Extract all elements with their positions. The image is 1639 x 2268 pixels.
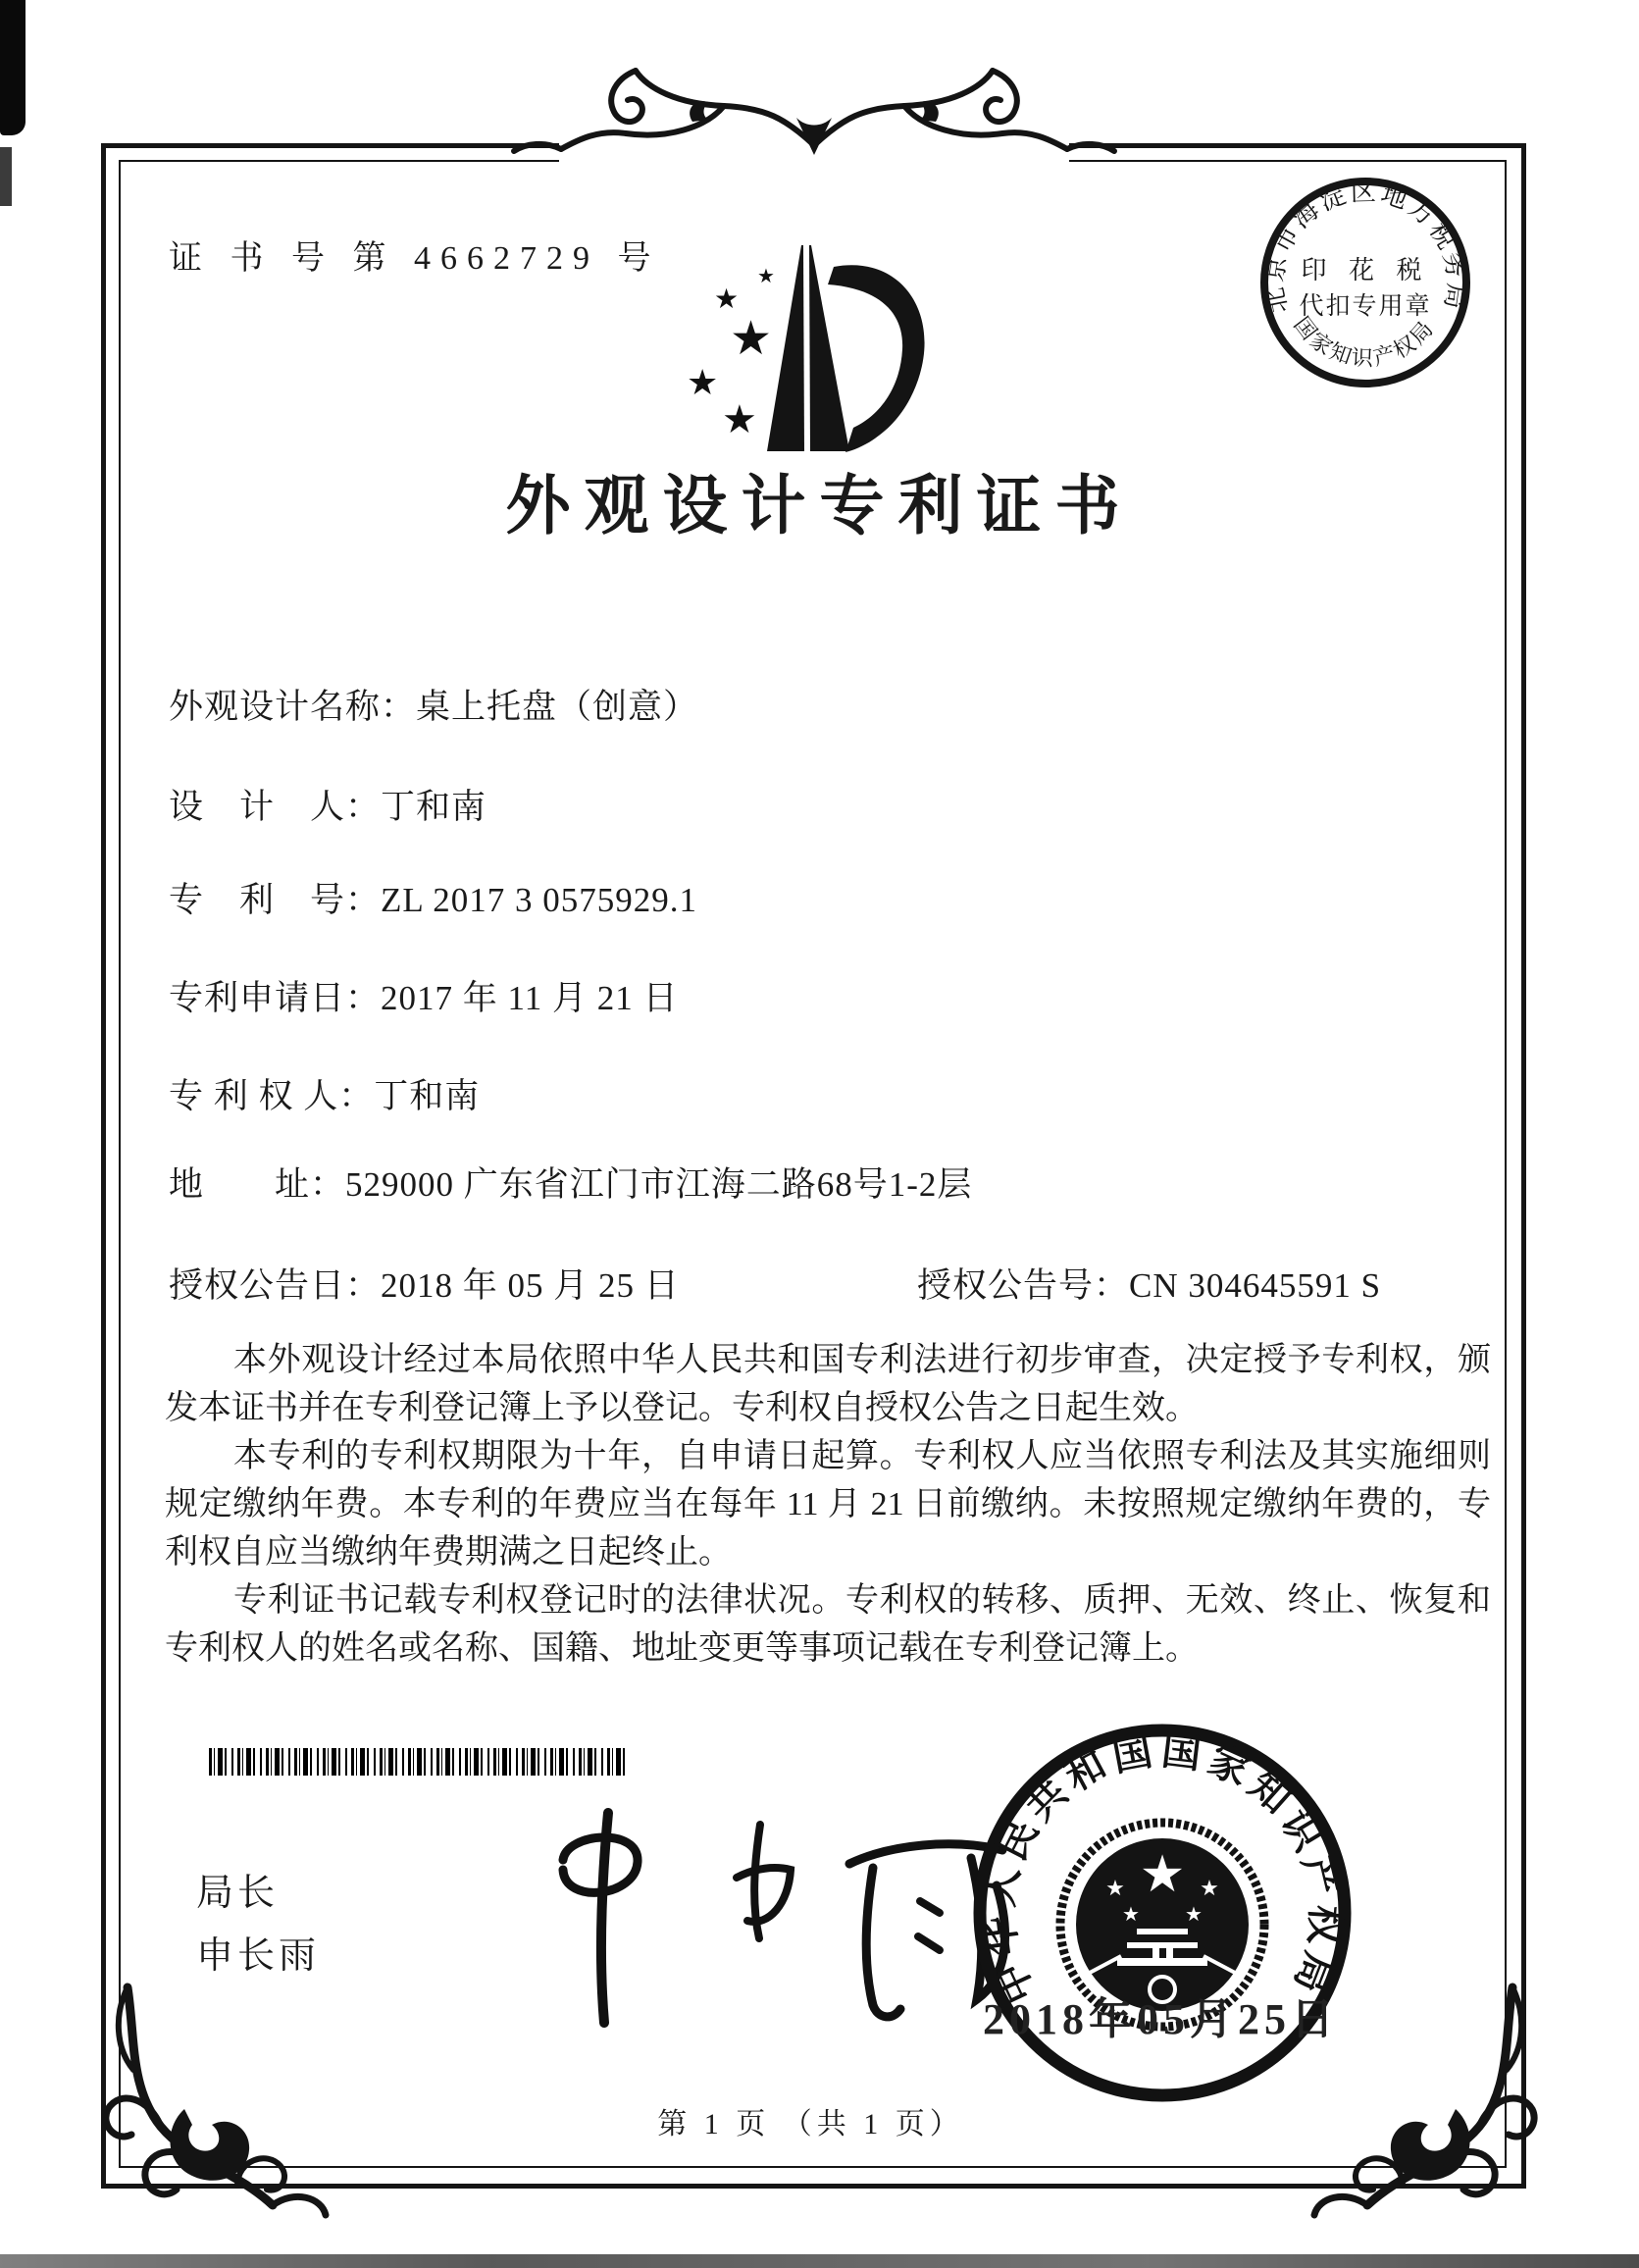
svg-text:国家知识产权局 <box>1289 312 1437 371</box>
director-title: 局长 <box>196 1873 280 1914</box>
body-paragraph: 本专利的专利权期限为十年，自申请日起算。专利权人应当依照专利法及其实施细则规定缴纳年费。本专利的年费应当在每年 11 月 21 日前缴纳。未按照规定缴纳年费的，专利权自应当缴纳年费期满之日起终止。 <box>165 1438 1491 1571</box>
logo-star-icon: ★ <box>730 313 773 365</box>
certificate-number: 证 书 号 第 4662729 号 <box>169 240 661 277</box>
body-paragraph: 专利证书记载专利权登记时的法律状况。专利权的转移、质押、无效、终止、恢复和专利权人的姓名或名称、国籍、地址变更等事项记载在专利登记簿上。 <box>165 1582 1491 1667</box>
field-value: 2017 年 11 月 21 日 <box>381 979 679 1017</box>
sipo-logo-pillar-icon <box>677 235 942 466</box>
top-ornament-icon <box>490 49 1138 177</box>
field-value: CN 304645591 S <box>1129 1266 1382 1305</box>
field-label: 专 利 权 人： <box>169 1077 375 1115</box>
national-ipo-seal-icon <box>966 1717 1358 2109</box>
field-label: 授权公告日： <box>169 1266 382 1305</box>
logo-star-icon: ★ <box>757 266 775 287</box>
body-paragraph: 本外观设计经过本局依照中华人民共和国专利法进行初步审查，决定授予专利权，颁发本证书并在专利登记簿上予以登记。专利权自授权公告之日起生效。 <box>165 1342 1491 1426</box>
tax-stamp-center-line2: 代扣专用章 <box>1299 293 1432 320</box>
field-value: 529000 广东省江门市江海二路68号1-2层 <box>345 1165 973 1204</box>
field-label: 专 利 号： <box>169 881 382 919</box>
logo-star-icon: ★ <box>714 284 740 315</box>
field-label: 授权公告号： <box>917 1266 1130 1305</box>
page-footer: 第 1 页 （共 1 页） <box>657 2108 964 2140</box>
field-row <box>169 780 487 829</box>
seal-ring-text: 中华人民共和国国家知识产权局 <box>977 1727 1348 2010</box>
seal-date: 2018年05月25日 <box>983 1995 1339 2043</box>
field-label: 设 计 人： <box>169 788 382 826</box>
tax-stamp-bottom-text: 国家知识产权局 <box>1289 312 1438 371</box>
scan-artifact <box>0 2254 1639 2268</box>
tax-stamp-center-line1: 印 花 税 <box>1301 256 1430 284</box>
field-label: 外观设计名称： <box>169 688 417 726</box>
director-name: 申长雨 <box>196 1935 321 1977</box>
tax-stamp-top-text: 北京市海淀区地方税务局 <box>1259 178 1471 316</box>
emblem-small-star: ★ <box>1185 1904 1203 1926</box>
field-row <box>169 680 698 729</box>
field-row <box>169 1158 972 1207</box>
emblem-small-star: ★ <box>1105 1876 1125 1900</box>
scan-artifact <box>0 0 26 135</box>
field-label: 专利申请日： <box>169 979 382 1017</box>
field-value: 丁和南 <box>374 1077 481 1115</box>
field-row <box>169 1069 480 1118</box>
field-value: 丁和南 <box>381 788 487 826</box>
body-text <box>165 1336 1491 1673</box>
field-row-grant <box>169 1259 680 1308</box>
field-row-grant-number <box>917 1259 1381 1308</box>
handwritten-signature-icon <box>461 1807 1030 2037</box>
field-value: 2018 年 05 月 25 日 <box>381 1266 680 1305</box>
field-row <box>169 873 697 922</box>
scan-artifact <box>0 147 12 206</box>
logo-star-icon: ★ <box>687 363 719 402</box>
field-value: 桌上托盘（创意） <box>416 688 699 726</box>
emblem-small-star: ★ <box>1122 1904 1140 1926</box>
emblem-big-star: ★ <box>1139 1847 1186 1903</box>
logo-star-icon: ★ <box>722 397 757 441</box>
emblem-small-star: ★ <box>1200 1876 1219 1900</box>
field-value: ZL 2017 3 0575929.1 <box>381 881 697 919</box>
barcode <box>209 1748 629 1776</box>
field-label: 地 址： <box>169 1165 346 1204</box>
field-row <box>169 971 678 1020</box>
tax-stamp-seal-icon <box>1218 135 1512 430</box>
page-title: 外观设计专利证书 <box>505 471 1134 542</box>
